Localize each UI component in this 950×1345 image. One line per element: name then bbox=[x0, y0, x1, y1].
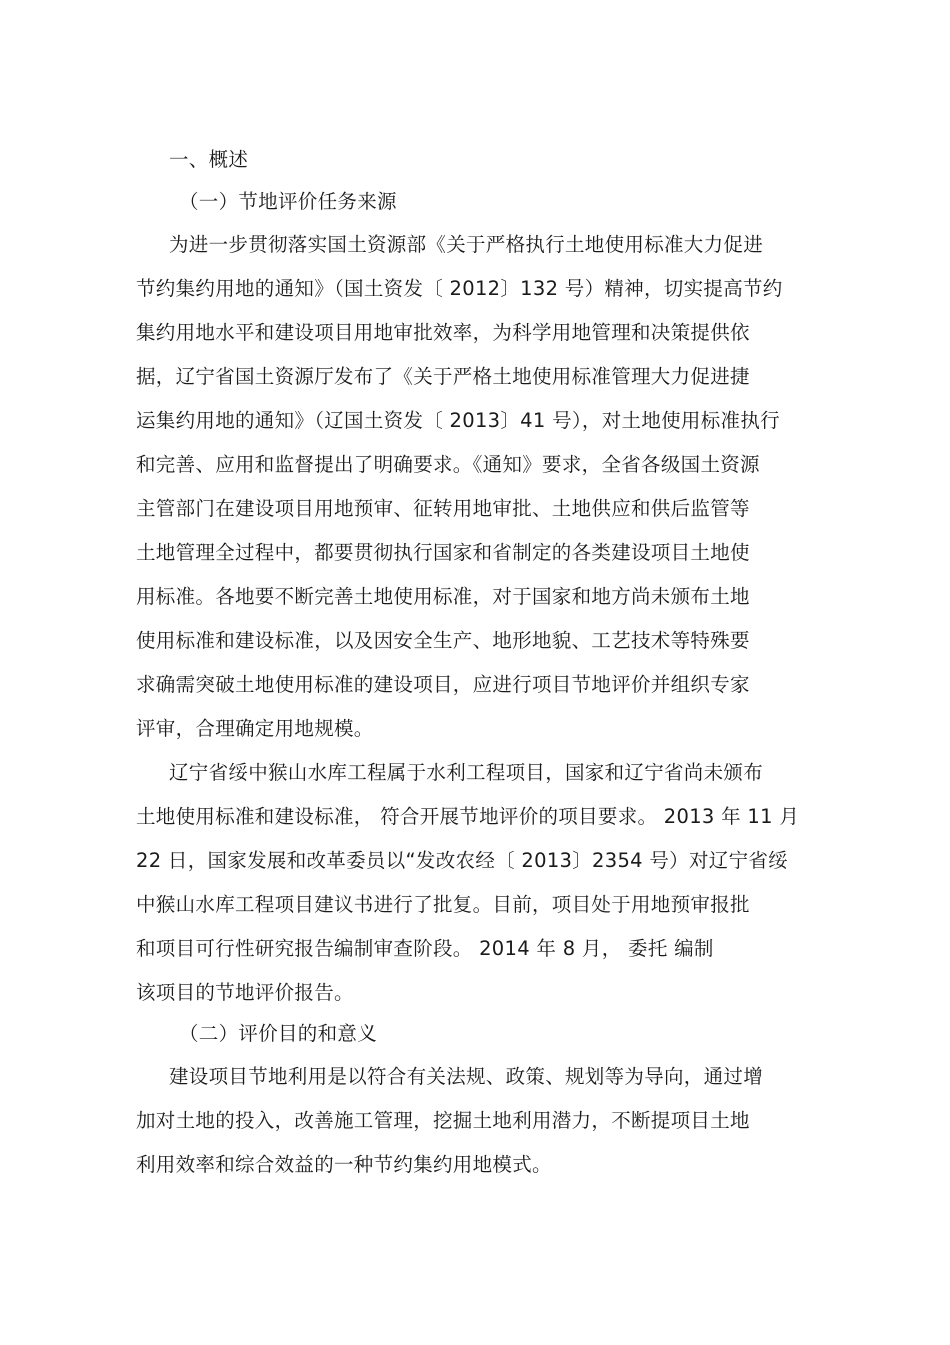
paragraph-2-line: 该项目的节地评价报告。 bbox=[136, 981, 354, 1004]
paragraph-3-line: 加对土地的投入，改善施工管理，挖掘土地利用潜力，不断提项目土地 bbox=[136, 1109, 750, 1132]
section-title-task-source: （一）节地评价任务来源 bbox=[179, 190, 397, 213]
paragraph-1-line: 节约集约用地的通知》（国土资发〔 2012〕132 号）精神，切实提高节约 bbox=[136, 277, 783, 300]
paragraph-1-line: 据，辽宁省国土资源厅发布了《关于严格土地使用标准管理大力促进捷 bbox=[136, 365, 750, 388]
paragraph-3-line: 利用效率和综合效益的一种节约集约用地模式。 bbox=[136, 1153, 552, 1176]
paragraph-2-line: 和项目可行性研究报告编制审查阶段。 2014 年 8 月， 委托 编制 bbox=[136, 937, 714, 960]
paragraph-1-line: 求确需突破土地使用标准的建设项目，应进行项目节地评价并组织专家 bbox=[136, 673, 750, 696]
paragraph-1-line: 土地管理全过程中，都要贯彻执行国家和省制定的各类建设项目土地使 bbox=[136, 541, 750, 564]
paragraph-1-line: 评审，合理确定用地规模。 bbox=[136, 717, 374, 740]
paragraph-2-line: 土地使用标准和建设标准， 符合开展节地评价的项目要求。 2013 年 11 月 bbox=[136, 805, 800, 828]
paragraph-2-line: 辽宁省绥中猴山水库工程属于水利工程项目，国家和辽宁省尚未颁布 bbox=[169, 761, 764, 784]
paragraph-1-line: 用标准。各地要不断完善土地使用标准，对于国家和地方尚未颁布土地 bbox=[136, 585, 750, 608]
paragraph-1-line: 为进一步贯彻落实国土资源部《关于严格执行土地使用标准大力促进 bbox=[169, 233, 764, 256]
paragraph-2-line: 22 日，国家发展和改革委员以“发改农经〔 2013〕2354 号）对辽宁省绥 bbox=[136, 849, 788, 872]
paragraph-1-line: 集约用地水平和建设项目用地审批效率，为科学用地管理和决策提供依 bbox=[136, 321, 750, 344]
paragraph-1-line: 和完善、应用和监督提出了明确要求。《通知》要求，全省各级国土资源 bbox=[136, 453, 760, 476]
section-title-purpose: （二）评价目的和意义 bbox=[179, 1022, 378, 1045]
paragraph-3-line: 建设项目节地利用是以符合有关法规、政策、规划等为导向，通过增 bbox=[169, 1065, 764, 1088]
heading-overview: 一、概述 bbox=[169, 148, 249, 171]
paragraph-1-line: 主管部门在建设项目用地预审、征转用地审批、土地供应和供后监管等 bbox=[136, 497, 750, 520]
paragraph-1-line: 使用标准和建设标准，以及因安全生产、地形地貌、工艺技术等特殊要 bbox=[136, 629, 750, 652]
paragraph-2-line: 中猴山水库工程项目建议书进行了批复。目前，项目处于用地预审报批 bbox=[136, 893, 750, 916]
paragraph-1-line: 运集约用地的通知》（辽国土资发〔 2013〕41 号），对土地使用标准执行 bbox=[136, 409, 780, 432]
